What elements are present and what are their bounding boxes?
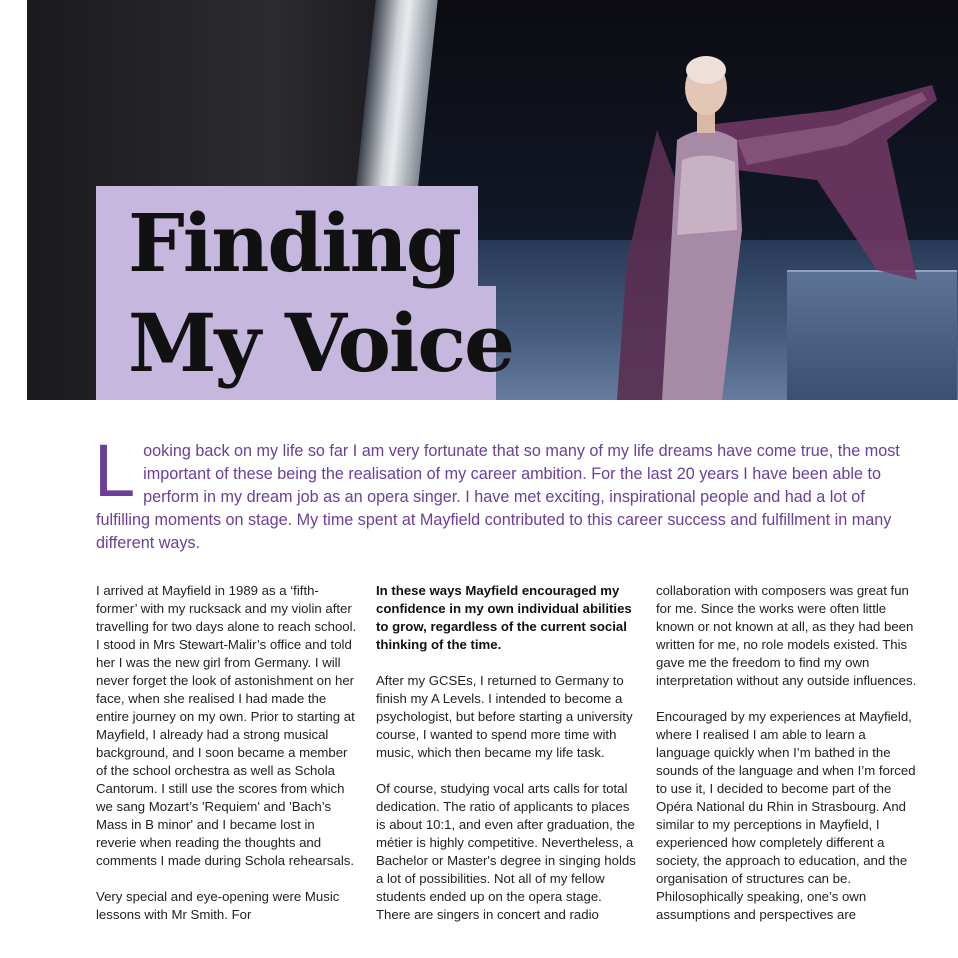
paragraph: Very special and eye-opening were Music lessons with Mr Smith. For <box>96 889 340 922</box>
paragraph: collaboration with composers was great fun for me. Since the works were often little known or not known at all, as they had been written for me, no role models existed. This gave me the freedom to find my own interpretation without any outside influences. <box>656 583 917 688</box>
text-column-3 <box>656 582 918 942</box>
paragraph: Of course, studying vocal arts calls for total dedication. The ratio of applicants to places is about 10:1, and even after graduation, the métier is highly competitive. Nevertheless, a Bachelor or Master's degree in singing holds a lot of possibilities. Not all of my fellow students ended up on the opera stage. There are singers in concert and radio <box>376 781 636 922</box>
text-column-1 <box>96 582 358 942</box>
title-line-1: Finding <box>128 196 460 290</box>
paragraph: I arrived at Mayfield in 1989 as a ‘fifth-former’ with my rucksack and my violin after travelling for two days alone to reach school. I stood in Mrs Stewart-Malir’s office and told her I was the new girl from Germany. I will never forget the look of astonishment on her face, when she realised I had made the entire journey on my own. Prior to starting at Mayfield, I already had a strong musical background, and I soon became a member of the school orchestra as well as Schola Cantorum. I still use the scores from which we sang Mozart’s 'Requiem' and 'Bach’s Mass in B minor' and I became lost in reverie when reading the thoughts and comments I made during Schola rehearsals. <box>96 583 357 868</box>
opera-singer-figure <box>587 30 947 400</box>
text-column-2 <box>376 582 638 942</box>
title-line-2: My Voice <box>128 296 513 390</box>
intro-text: ooking back on my life so far I am very fortunate that so many of my life dreams have come true, the most important of these being the realisation of my career ambition. For the last 20 years I have been able to perform in my dream job as an opera singer. I have met exciting, inspirational people and had a lot of fulfilling moments on stage. My time spent at Mayfield contributed to this career success and fulfillment in many different ways. <box>96 442 900 552</box>
drop-cap: L <box>94 429 136 512</box>
intro-paragraph <box>94 429 918 555</box>
page-title <box>128 193 513 393</box>
paragraph: Encouraged by my experiences at Mayfield, where I realised I am able to learn a language quickly when I’m bathed in the sounds of the language and when I’m forced to use it, I decided to become part of the Opéra National du Rhin in Strasbourg. And similar to my perceptions in Mayfield, I experienced how completely different a society, the approach to education, and the organisation of structures can be. Philosophically speaking, one’s own assumptions and perspectives are <box>656 709 916 922</box>
pull-quote: In these ways Mayfield encouraged my confidence in my own individual abilities to grow, regardless of the current social thinking of the time. <box>376 583 632 652</box>
paragraph: After my GCSEs, I returned to Germany to finish my A Levels. I intended to become a psychologist, but before starting a university course, I wanted to spend more time with music, which then became my life task. <box>376 673 633 760</box>
